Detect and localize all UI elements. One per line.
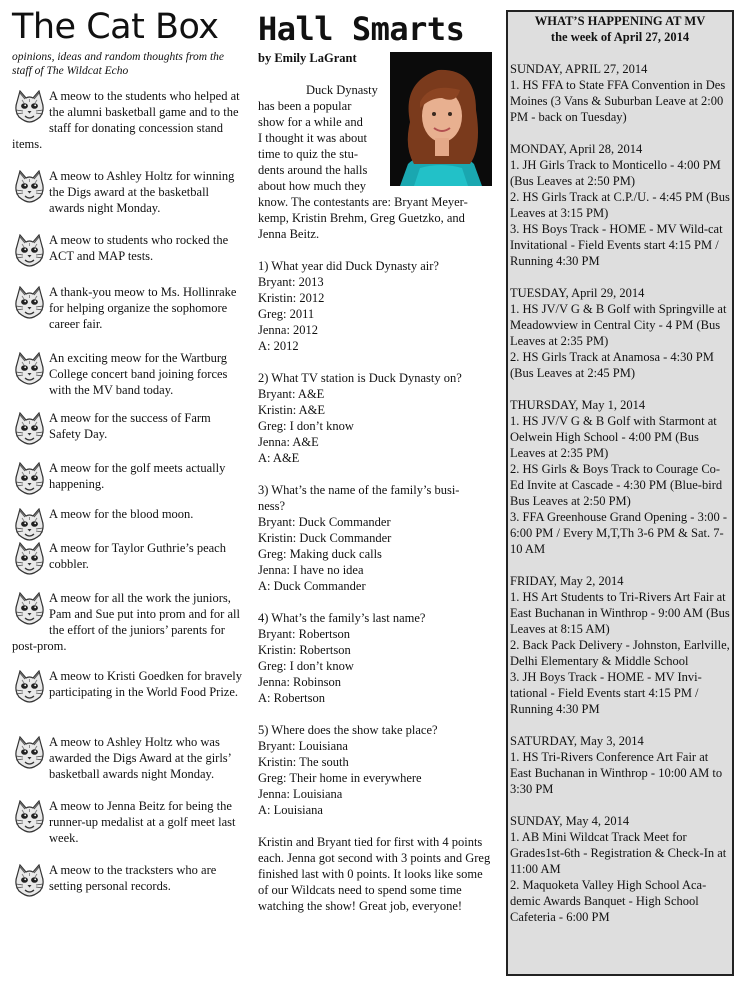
calendar-event: 3. JH Boys Track - HOME - MV Invi-tational - Field Events start 4:15 PM / Running 4:30 PM (510, 670, 702, 716)
quiz-line: Greg: I don’t know (258, 659, 354, 673)
meow-item (12, 460, 244, 495)
meow-item (12, 350, 244, 398)
calendar-day (510, 813, 731, 925)
calendar-event: 2. Maquoketa Valley High School Aca-demic Awards Banquet - High School Cafeteria - 6:00 PM (510, 878, 707, 924)
wildcat-icon (14, 352, 45, 385)
calendar-event: 1. HS FFA to State FFA Convention in Des Moines (3 Vans & Suburban Leave at 2:00 PM - back on Tuesday) (510, 78, 726, 124)
calendar-day (510, 397, 731, 557)
wildcat-icon (14, 170, 45, 203)
quiz-line: Jenna: Louisiana (258, 787, 343, 801)
wildcat-icon (14, 864, 45, 897)
meow-text: A meow to Ashley Holtz for winning the Digs award at the basketball awards night Monday. (49, 169, 235, 215)
hall-smarts-column (258, 0, 494, 914)
meow-item (12, 168, 244, 216)
quiz-line: A: A&E (258, 451, 300, 465)
author-photo (390, 52, 492, 186)
calendar-date: FRIDAY, May 2, 2014 (510, 574, 624, 588)
meow-item (12, 232, 244, 267)
calendar-date: THURSDAY, May 1, 2014 (510, 398, 646, 412)
calendar-days (508, 61, 732, 925)
quiz-line: Kristin: 2012 (258, 291, 325, 305)
calendar-event: 1. HS Tri-Rivers Conference Art Fair at East Buchanan in Winthrop - 10:00 AM to 3:30 PM (510, 750, 723, 796)
calendar-day (510, 733, 731, 797)
quiz-line: Jenna: A&E (258, 435, 319, 449)
meow-item (12, 734, 244, 782)
whats-happening-box (506, 10, 734, 976)
wildcat-icon (14, 286, 45, 319)
wildcat-icon (14, 736, 45, 769)
quiz-line: 2) What TV station is Duck Dynasty on? (258, 371, 462, 385)
calendar-event: 1. HS Art Students to Tri-Rivers Art Fair at East Buchanan in Winthrop - 9:00 AM (Bus Leaves at 8:15 AM) (510, 590, 730, 636)
calendar-heading: WHAT’S HAPPENING AT MV the week of April 27, 2014 (534, 14, 706, 44)
calendar-day (510, 573, 731, 717)
article-intro-line: dents around the halls (258, 163, 368, 177)
meow-text: A meow for the success of Farm Safety Day. (49, 411, 211, 441)
meow-item (12, 410, 244, 445)
article-intro-line: Duck Dynasty (306, 83, 378, 97)
calendar-event: 1. HS JV/V G & B Golf with Starmont at Oelwein High School - 4:00 PM (Bus Leaves at 2:35 PM) (510, 414, 717, 460)
wildcat-icon (14, 234, 45, 267)
cat-box-tagline: opinions, ideas and random thoughts from the staff of The Wildcat Echo (12, 51, 225, 77)
quiz-question (258, 610, 494, 706)
quiz-line: Kristin: The south (258, 755, 349, 769)
quiz-line: Greg: Their home in everywhere (258, 771, 422, 785)
quiz-line: Bryant: Duck Commander (258, 515, 391, 529)
meow-item (12, 540, 244, 575)
meow-text: A meow to Ashley Holtz who was awarded the Digs Award at the girls’ basketball awards night Monday. (49, 735, 231, 781)
quiz-question (258, 370, 494, 466)
calendar-event: 3. HS Boys Track - HOME - MV Wild-cat Invitational - Field Events start 4:15 PM / Running 4:30 PM (510, 222, 723, 268)
article-intro-line: time to quiz the stu- (258, 147, 358, 161)
quiz-line: 1) What year did Duck Dynasty air? (258, 259, 439, 273)
meow-item (12, 668, 244, 703)
article-closing: Kristin and Bryant tied for first with 4 points each. Jenna got second with 3 points and Greg finished last with 0 points. It looks like some of our Wildcats need to spend some time watching the show! Great job, everyone! (258, 835, 491, 913)
wildcat-icon (14, 542, 45, 575)
article-intro (258, 82, 382, 194)
quiz-line: 4) What’s the family’s last name? (258, 611, 426, 625)
quiz-line: Jenna: I have no idea (258, 563, 364, 577)
wildcat-icon (14, 800, 45, 833)
quiz-line: Greg: Making duck calls (258, 547, 382, 561)
quiz-line: Bryant: A&E (258, 387, 325, 401)
meow-item (12, 798, 244, 846)
calendar-event: 1. JH Girls Track to Monticello - 4:00 PM (Bus Leaves at 2:50 PM) (510, 158, 721, 188)
quiz-line: Bryant: Louisiana (258, 739, 348, 753)
meow-text: A meow to the tracksters who are setting personal records. (49, 863, 217, 893)
quiz-line: Greg: I don’t know (258, 419, 354, 433)
quiz-line: Jenna: 2012 (258, 323, 319, 337)
cat-box-title: The Cat Box (12, 7, 219, 47)
calendar-event: 2. HS Girls Track at C.P./U. - 4:45 PM (Bus Leaves at 3:15 PM) (510, 190, 730, 220)
article-intro-line: about how much they (258, 179, 366, 193)
calendar-event: 3. FFA Greenhouse Grand Opening - 3:00 - 6:00 PM / Every M,T,Th 3-6 PM & Sat. 7-10 AM (510, 510, 728, 556)
quiz-line: Bryant: 2013 (258, 275, 324, 289)
meow-text: A meow for Taylor Guthrie’s peach cobbler. (49, 541, 226, 571)
meow-text: A meow to students who rocked the ACT and MAP tests. (49, 233, 229, 263)
wildcat-icon (14, 592, 45, 625)
wildcat-icon (14, 462, 45, 495)
calendar-event: 1. AB Mini Wildcat Track Meet for Grades1st-6th - Registration & Check-In at 11:00 AM (510, 830, 727, 876)
byline: by Emily LaGrant (258, 51, 357, 65)
quiz-line: 3) What’s the name of the family’s busi- (258, 483, 460, 497)
meow-text: A meow to Kristi Goedken for bravely participating in the World Food Prize. (49, 669, 243, 699)
calendar-date: TUESDAY, April 29, 2014 (510, 286, 645, 300)
calendar-event: 2. Back Pack Delivery - Johnston, Earlville, Delhi Elementary & Middle School (510, 638, 730, 668)
calendar-day (510, 285, 731, 381)
calendar-date: SUNDAY, APRIL 27, 2014 (510, 62, 648, 76)
calendar-event: 1. HS JV/V G & B Golf with Springville at Meadowview in Central City - 4 PM (Bus Leaves at 2:35 PM) (510, 302, 727, 348)
article-intro-line: show for a while and (258, 115, 363, 129)
calendar-event: 2. HS Girls Track at Anamosa - 4:30 PM (Bus Leaves at 2:45 PM) (510, 350, 714, 380)
wildcat-icon (14, 90, 45, 123)
meow-text: A thank-you meow to Ms. Hollinrake for helping organize the sophomore career fair. (49, 285, 237, 331)
wildcat-icon (14, 412, 45, 445)
calendar-day (510, 61, 731, 125)
quiz-line: A: Robertson (258, 691, 326, 705)
meow-item (12, 88, 244, 152)
article-intro-continued: know. The contestants are: Bryant Meyer-kemp, Kristin Brehm, Greg Guetzko, and Jenna Beitz. (258, 195, 468, 241)
meow-item (12, 862, 244, 897)
meow-item (12, 284, 244, 332)
quiz-line: Jenna: Robinson (258, 675, 341, 689)
quiz-questions (258, 258, 494, 818)
quiz-question (258, 482, 494, 594)
meow-text: An exciting meow for the Wartburg College concert band joining forces with the MV band today. (49, 351, 228, 397)
article-intro-line: has been a popular (258, 99, 352, 113)
calendar-date: MONDAY, April 28, 2014 (510, 142, 643, 156)
calendar-date: SUNDAY, May 4, 2014 (510, 814, 630, 828)
quiz-line: Bryant: Robertson (258, 627, 351, 641)
quiz-line: ness? (258, 499, 286, 513)
meow-text: A meow for all the work the juniors, Pam and Sue put into prom and for all the effort of the juniors’ parents for post-prom. (12, 591, 240, 653)
article-body (258, 82, 494, 914)
quiz-line: Kristin: A&E (258, 403, 326, 417)
quiz-question (258, 258, 494, 354)
meow-text: A meow to Jenna Beitz for being the runner-up medalist at a golf meet last week. (49, 799, 236, 845)
meow-text: A meow for the golf meets actually happening. (49, 461, 226, 491)
wildcat-icon (14, 508, 45, 541)
article-intro-line: I thought it was about (258, 131, 368, 145)
quiz-line: 5) Where does the show take place? (258, 723, 438, 737)
quiz-question (258, 722, 494, 818)
meow-text: A meow to the students who helped at the alumni basketball game and to the staff for donating concession stand items. (12, 89, 240, 151)
wildcat-icon (14, 670, 45, 703)
quiz-line: Kristin: Duck Commander (258, 531, 392, 545)
hall-smarts-title: Hall Smarts (258, 10, 465, 48)
cat-box-column (12, 0, 244, 893)
calendar-event: 2. HS Girls & Boys Track to Courage Co-Ed Invite at Cascade - 4:30 PM (Blue-bird Bus Leaves at 2:50 PM) (510, 462, 723, 508)
quiz-line: Greg: 2011 (258, 307, 315, 321)
quiz-line: A: 2012 (258, 339, 299, 353)
quiz-line: A: Duck Commander (258, 579, 366, 593)
quiz-line: Kristin: Robertson (258, 643, 351, 657)
meow-item (12, 590, 244, 654)
calendar-date: SATURDAY, May 3, 2014 (510, 734, 644, 748)
calendar-day (510, 141, 731, 269)
meow-text: A meow for the blood moon. (49, 507, 194, 521)
quiz-line: A: Louisiana (258, 803, 323, 817)
meow-item (12, 506, 244, 541)
